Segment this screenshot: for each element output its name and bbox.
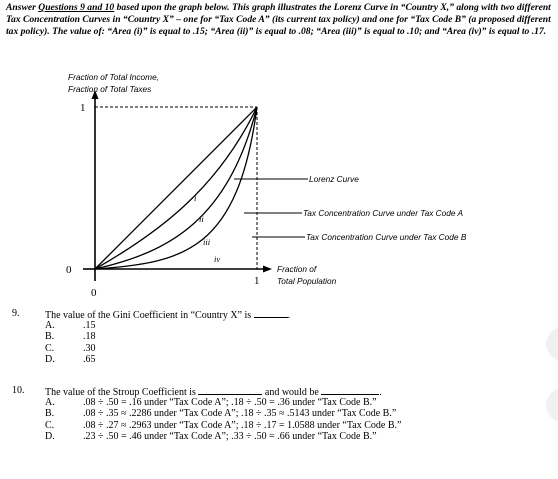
option-c[interactable]: C. .08 ÷ .27 ≈ .2963 under “Tax Code A”; .18 ÷ .17 = 1.0588 under “Tax Code B.” bbox=[45, 419, 402, 431]
curve-label-lorenz: Lorenz Curve bbox=[309, 174, 359, 184]
question-9 bbox=[12, 308, 512, 368]
curve-label-tax-b: Tax Concentration Curve under Tax Code B bbox=[306, 232, 467, 242]
line-of-equality bbox=[95, 107, 257, 269]
x-axis-label-line1: Fraction of bbox=[277, 264, 317, 274]
option-d[interactable]: D. .23 ÷ .50 = .46 under “Tax Code A”; .33 ÷ .50 = .66 under “Tax Code B.” bbox=[45, 431, 377, 443]
question-number: 9. bbox=[12, 308, 20, 319]
option-a[interactable]: A. .15 bbox=[45, 319, 96, 331]
answer-blank-1[interactable] bbox=[198, 385, 262, 395]
area-label-ii: ii bbox=[199, 214, 204, 224]
option-b[interactable]: B. .08 ÷ .35 ≈ .2286 under “Tax Code A”; .18 ÷ .35 ≈ .5143 under “Tax Code B.” bbox=[45, 408, 397, 420]
y-tick-one: 1 bbox=[80, 102, 86, 114]
x-tick-zero: 0 bbox=[91, 287, 97, 299]
question-stem: The value of the Gini Coefficient in “Country X” is . bbox=[45, 310, 291, 321]
question-number: 10. bbox=[12, 385, 25, 396]
question-10 bbox=[12, 385, 532, 445]
instructions-body: based upon the graph below. This graph illustrates the Lorenz Curve in “Country X,” along with two different Tax Concentration Curves in “Country X” – one for “Tax Code A” (its current tax policy) and one for “Tax Code B” (a proposed different tax policy). The value of: “Area (i)” is equal to .15; “Area (ii)” is equal to .08; “Area (iii)” is equal to .10; and “Area (iv)” is equal to .17. bbox=[6, 2, 551, 37]
option-a[interactable]: A. .08 ÷ .50 = .16 under “Tax Code A”; .18 ÷ .50 = .36 under “Tax Code B.” bbox=[45, 396, 377, 408]
x-axis-label-line2: Total Population bbox=[277, 276, 337, 286]
origin-label: 0 bbox=[66, 264, 72, 276]
side-handle-bottom[interactable] bbox=[546, 388, 558, 422]
instructions-questions-ref: Questions 9 and 10 bbox=[38, 2, 115, 13]
y-axis-label-line1: Fraction of Total Income, bbox=[68, 72, 160, 82]
x-tick-one: 1 bbox=[254, 275, 260, 287]
answer-blank[interactable] bbox=[254, 308, 288, 318]
option-d[interactable]: D. .65 bbox=[45, 354, 96, 366]
answer-blank-2[interactable] bbox=[321, 385, 379, 395]
option-b[interactable]: B. .18 bbox=[45, 331, 96, 343]
area-label-iii: iii bbox=[203, 237, 211, 247]
y-axis-label-line2: Fraction of Total Taxes bbox=[68, 84, 152, 94]
x-axis-arrowhead bbox=[263, 266, 272, 273]
instructions-lead: Answer bbox=[6, 2, 39, 13]
area-label-iv: iv bbox=[214, 254, 221, 264]
curve-label-tax-a: Tax Concentration Curve under Tax Code A bbox=[303, 208, 464, 218]
area-label-i: i bbox=[194, 193, 197, 203]
question-stem: The value of the Stroup Coefficient is and would be . bbox=[45, 387, 382, 398]
side-handle-top[interactable] bbox=[546, 327, 558, 361]
option-c[interactable]: C. .30 bbox=[45, 342, 96, 354]
